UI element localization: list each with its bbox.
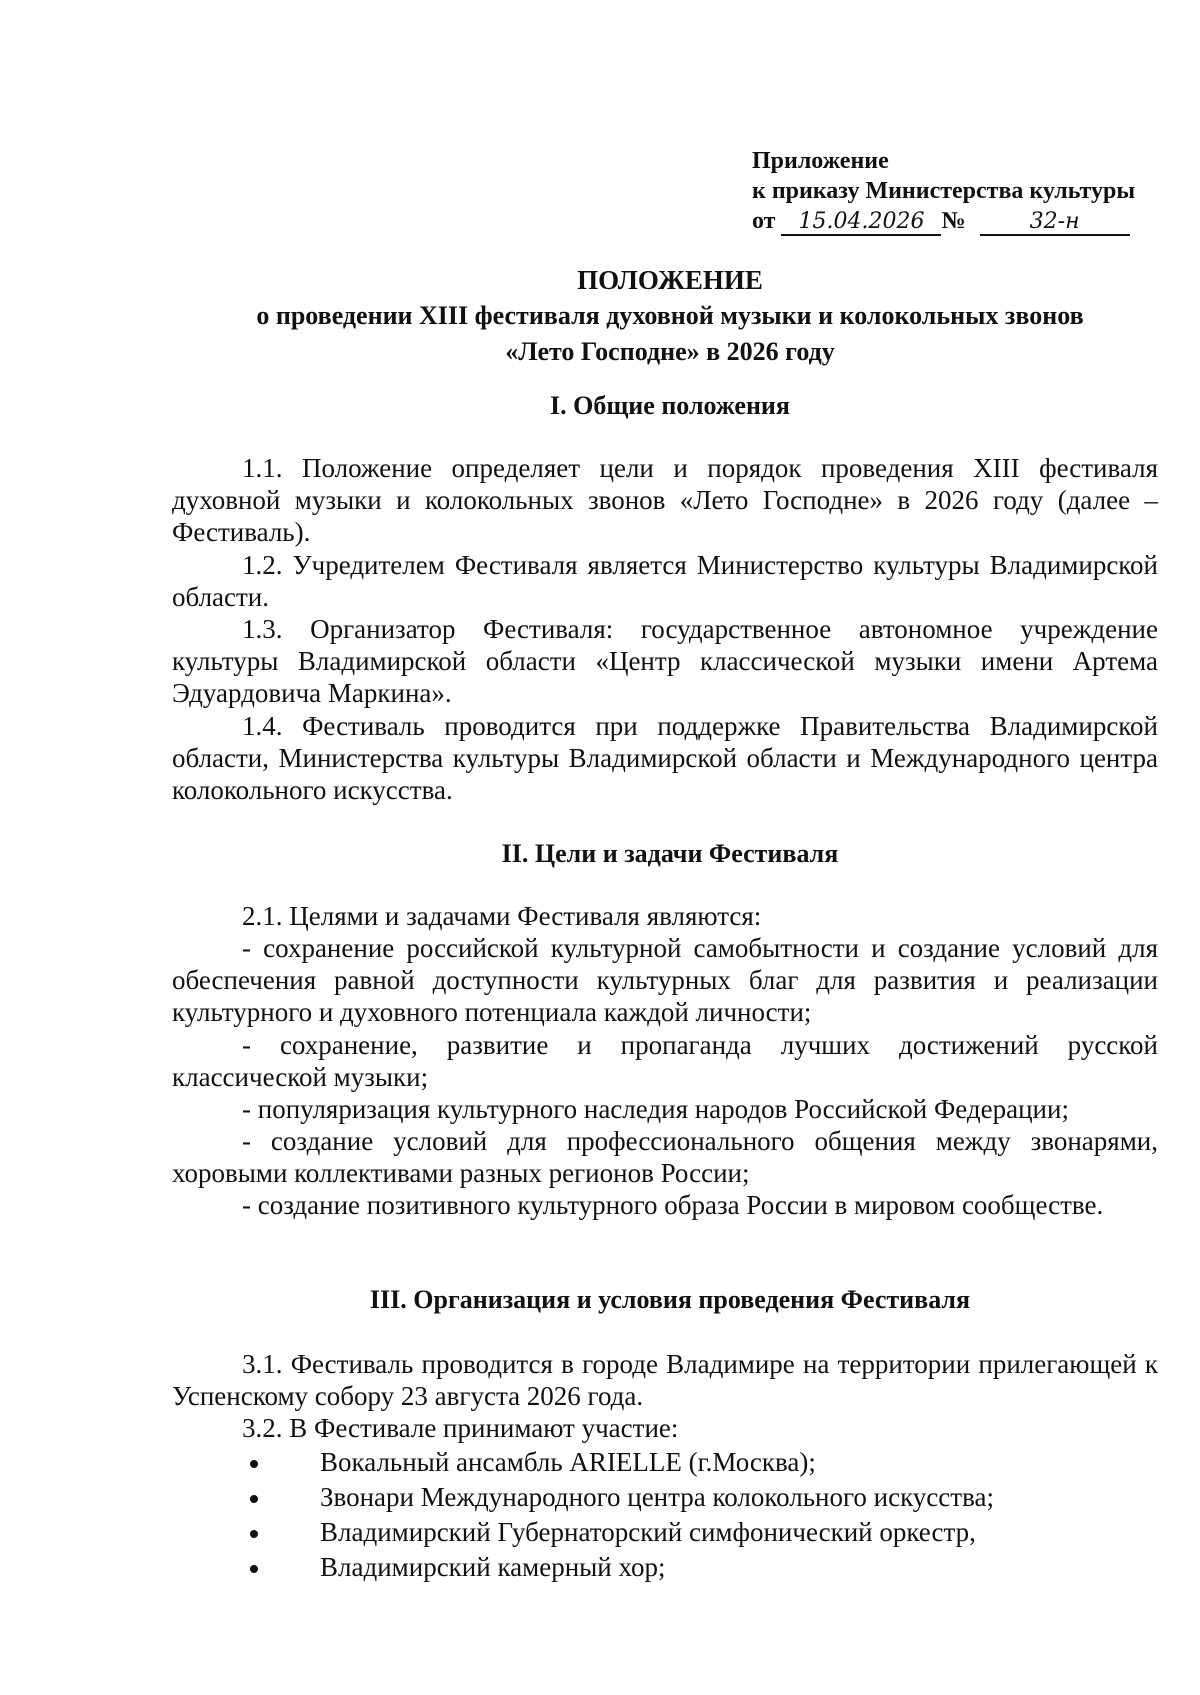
title-subtitle: о проведении XIII фестиваля духовной музыки и колокольных звонов	[256, 301, 1084, 330]
paragraph-text: 1.3. Организатор Фестиваля: государственное автономное учреждение культуры Владимирской области «Центр классической музыки имени Артема Эдуардовича Маркина».	[172, 614, 1158, 708]
bullet-icon	[250, 1460, 258, 1468]
list-item	[172, 1481, 1158, 1516]
list-item	[172, 1551, 1158, 1586]
paragraph-1-4	[172, 710, 1158, 806]
paragraph-text: - сохранение, развитие и пропаганда лучших достижений русской классической музыки;	[172, 1030, 1158, 1092]
bullet-icon	[250, 1495, 258, 1503]
list-item	[172, 1446, 1158, 1481]
document-title	[170, 262, 1170, 370]
paragraph-text: - сохранение российской культурной самобытности и создание условий для обеспечения равной доступности культурных благ для развития и реализации культурного и духовного потенциала каждой личности;	[172, 933, 1158, 1027]
list-item-text: Звонари Международного центра колокольного искусства;	[320, 1482, 994, 1512]
paragraph-3-1	[172, 1348, 1158, 1412]
list-item	[172, 1516, 1158, 1551]
paragraph-text: 1.2. Учредителем Фестиваля является Министерство культуры Владимирской области.	[172, 550, 1158, 612]
paragraph-text: - создание условий для профессионального общения между звонарями, хоровыми коллективами разных регионов России;	[172, 1126, 1158, 1188]
list-item-text: Владимирский камерный хор;	[320, 1552, 666, 1582]
paragraph-1-1	[172, 452, 1158, 548]
bullet-icon	[250, 1530, 258, 1538]
appendix-header	[752, 146, 1172, 236]
paragraph-text: 3.2. В Фестивале принимают участие:	[242, 1413, 679, 1443]
title-festival-name: «Лето Господне» в 2026 году	[505, 337, 835, 366]
paragraph-2-goal-1	[172, 932, 1158, 1028]
paragraph-text: - популяризация культурного наследия народов Российской Федерации;	[242, 1094, 1069, 1124]
paragraph-2-1	[172, 900, 1158, 932]
list-item-text: Владимирский Губернаторский симфонический оркестр,	[320, 1517, 976, 1547]
handwritten-number: 32-н	[980, 210, 1130, 236]
from-label: от	[752, 208, 776, 234]
paragraph-1-2	[172, 549, 1158, 613]
section-heading-3: III. Организация и условия проведения Фестиваля	[369, 1285, 971, 1314]
paragraph-text: 1.4. Фестиваль проводится при поддержке Правительства Владимирской области, Министерства культуры Владимирской области и Международного центра колокольного искусства.	[172, 711, 1158, 805]
participants-list	[172, 1446, 1158, 1586]
number-label: №	[941, 208, 966, 234]
paragraph-3-2	[172, 1412, 1158, 1444]
list-item-text: Вокальный ансамбль ARIELLE (г.Москва);	[320, 1447, 816, 1477]
appendix-date-line	[752, 206, 1172, 236]
paragraph-text: 1.1. Положение определяет цели и порядок проведения XIII фестиваля духовной музыки и колокольных звонов «Лето Господне» в 2026 году (далее – Фестиваль).	[172, 453, 1158, 547]
appendix-label: Приложение	[752, 148, 889, 174]
section-heading-1: I. Общие положения	[550, 391, 790, 420]
paragraph-2-goal-5	[172, 1189, 1158, 1221]
paragraph-2-goal-4	[172, 1125, 1158, 1189]
paragraph-1-3	[172, 613, 1158, 709]
paragraph-text: 2.1. Целями и задачами Фестиваля являются:	[242, 901, 762, 931]
section-heading-2: II. Цели и задачи Фестиваля	[501, 839, 839, 868]
paragraph-text: - создание позитивного культурного образа России в мировом сообществе.	[242, 1190, 1104, 1220]
title-main: ПОЛОЖЕНИЕ	[577, 265, 763, 295]
bullet-icon	[250, 1565, 258, 1573]
paragraph-2-goal-3	[172, 1093, 1158, 1125]
handwritten-date: 15.04.2026	[781, 210, 941, 236]
paragraph-2-goal-2	[172, 1029, 1158, 1093]
paragraph-text: 3.1. Фестиваль проводится в городе Владимире на территории прилегающей к Успенскому собору 23 августа 2026 года.	[172, 1349, 1158, 1411]
appendix-order-ref: к приказу Министерства культуры	[752, 178, 1136, 204]
